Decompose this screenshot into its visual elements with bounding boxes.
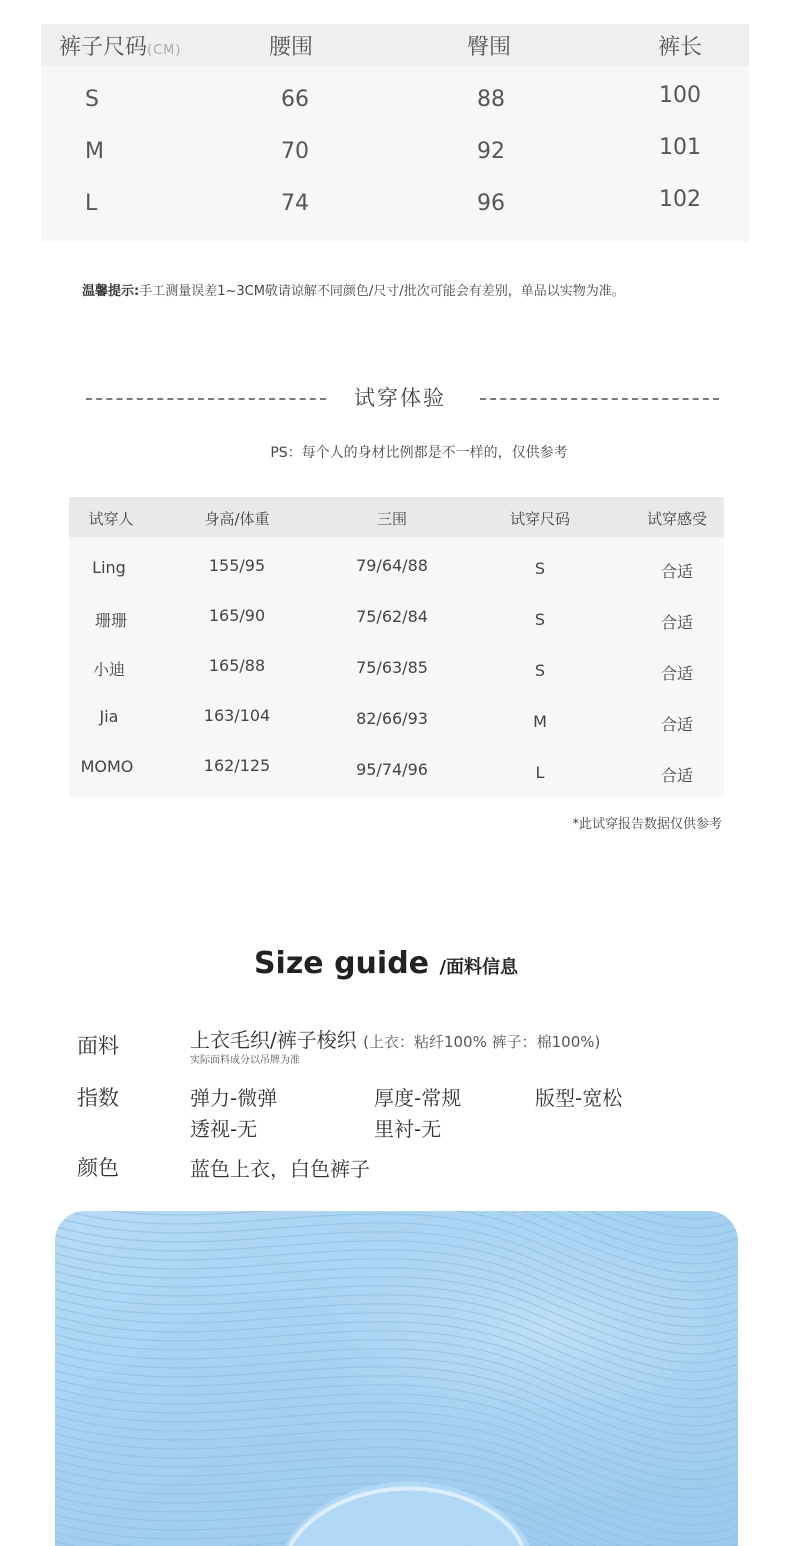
- tried-size: M: [533, 712, 547, 731]
- fabric-detail: (上衣：粘纤100% 裤子：棉100%): [363, 1033, 601, 1051]
- hip-cell: 88: [477, 87, 505, 112]
- height-weight: 155/95: [208, 556, 266, 575]
- waist-cell: 66: [281, 87, 309, 112]
- hip-cell: 96: [477, 191, 505, 216]
- tried-size: S: [534, 661, 546, 680]
- index-elasticity: 弹力-微弹: [190, 1086, 278, 1110]
- tried-size: S: [534, 610, 546, 629]
- divider-right: [480, 398, 719, 400]
- tried-size: L: [535, 763, 545, 782]
- header-size: 裤子尺码(CM): [59, 35, 182, 60]
- size-guide-heading: Size guide: [253, 946, 430, 981]
- length-cell: 102: [659, 187, 701, 212]
- header-length: 裤长: [658, 35, 703, 60]
- header-waist: 腰围: [269, 35, 314, 60]
- fit-feeling: 合适: [660, 562, 693, 581]
- tester-name: Ling: [92, 558, 126, 577]
- fabric-texture-photo: [55, 1211, 738, 1546]
- header-unit: (CM): [147, 43, 182, 58]
- length-cell: 101: [659, 135, 701, 160]
- size-cell: S: [85, 87, 99, 112]
- fit-feeling: 合适: [660, 766, 693, 785]
- height-weight: 163/104: [203, 706, 271, 725]
- height-weight: 162/125: [203, 756, 271, 775]
- header-hip: 臀围: [467, 35, 512, 60]
- size-cell: M: [85, 139, 104, 164]
- tryon-report-note: *此试穿报告数据仅供参考: [572, 817, 722, 832]
- tryon-table: [69, 497, 724, 797]
- height-weight: 165/90: [208, 606, 266, 625]
- header-measurements: 三围: [376, 510, 407, 528]
- waist-cell: 74: [281, 191, 309, 216]
- fabric-note: 实际面料成分以吊牌为准: [190, 1055, 300, 1066]
- tester-name: Jia: [99, 707, 119, 726]
- size-guide-title: [0, 946, 772, 981]
- measurement-tip: [82, 280, 625, 299]
- hip-cell: 92: [477, 139, 505, 164]
- header-tester: 试穿人: [88, 510, 134, 528]
- index-thickness: 厚度-常规: [374, 1086, 462, 1110]
- color-value: 蓝色上衣，白色裤子: [190, 1157, 370, 1181]
- size-guide-subtitle: /面料信息: [439, 957, 519, 978]
- waist-cell: 70: [281, 139, 309, 164]
- measurements: 82/66/93: [356, 709, 428, 728]
- knit-texture-image: [55, 1211, 738, 1546]
- index-label: 指数: [77, 1086, 119, 1110]
- size-cell: L: [85, 191, 98, 216]
- tip-text: 手工测量误差1~3CM敬请谅解不同颜色/尺寸/批次可能会有差别，单品以实物为准。: [139, 284, 625, 299]
- header-feeling: 试穿感受: [646, 510, 707, 528]
- fit-feeling: 合适: [660, 664, 693, 683]
- fabric-label: 面料: [77, 1034, 119, 1058]
- tip-label: 温馨提示:: [82, 284, 140, 299]
- tester-name: MOMO: [80, 757, 134, 776]
- index-transparency: 透视-无: [190, 1117, 258, 1141]
- pants-size-header: [41, 24, 749, 66]
- measurements: 75/63/85: [356, 658, 428, 677]
- tester-name: 珊珊: [94, 611, 127, 630]
- index-fit: 版型-宽松: [535, 1086, 623, 1110]
- measurements: 95/74/96: [356, 760, 428, 779]
- tryon-header: [69, 497, 724, 537]
- header-height-weight: 身高/体重: [204, 510, 270, 528]
- height-weight: 165/88: [208, 656, 266, 675]
- index-lining: 里衬-无: [374, 1117, 442, 1141]
- length-cell: 100: [659, 83, 701, 108]
- tester-name: 小迪: [92, 660, 125, 679]
- header-tried-size: 试穿尺码: [509, 510, 570, 528]
- measurements: 79/64/88: [356, 556, 428, 575]
- fabric-main: 上衣毛织/裤子梭织: [190, 1028, 357, 1052]
- fabric-value: [190, 1024, 600, 1053]
- tryon-title: 试穿体验: [354, 386, 446, 410]
- tried-size: S: [534, 559, 546, 578]
- tryon-ps-note: PS：每个人的身材比例都是不一样的，仅供参考: [270, 445, 568, 461]
- color-label: 颜色: [77, 1156, 119, 1180]
- fit-feeling: 合适: [660, 613, 693, 632]
- fit-feeling: 合适: [660, 715, 693, 734]
- pants-size-table: [41, 24, 749, 242]
- measurements: 75/62/84: [356, 607, 428, 626]
